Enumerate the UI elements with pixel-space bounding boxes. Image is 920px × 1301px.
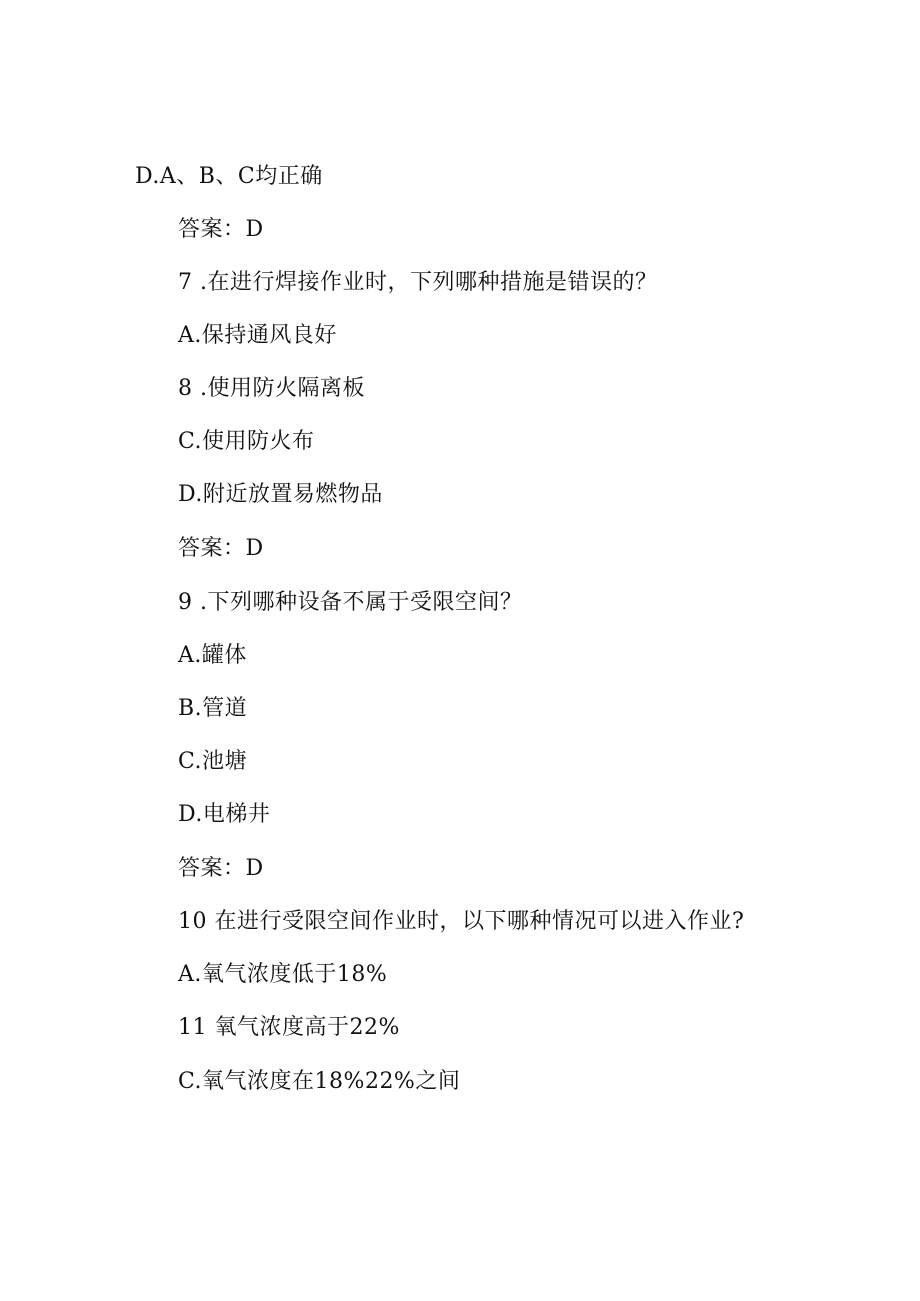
- numbered-line-11: 11 氧气浓度高于22%: [178, 1015, 400, 1040]
- option-c-line: C.使用防火布: [178, 429, 315, 454]
- option-a-line: A.罐体: [178, 643, 247, 668]
- answer-line: 答案：D: [178, 217, 264, 242]
- answer-line: 答案：D: [178, 856, 264, 881]
- question-9: 9 .下列哪种设备不属于受限空间？: [178, 590, 523, 615]
- option-a-line: A.氧气浓度低于18%: [178, 962, 388, 987]
- question-7: 7 .在进行焊接作业时，下列哪种措施是错误的？: [178, 270, 658, 295]
- option-a-line: A.保持通风良好: [178, 323, 337, 348]
- question-10: 10 在进行受限空间作业时，以下哪种情况可以进入作业?: [178, 909, 745, 934]
- option-c-line: C.池塘: [178, 749, 248, 774]
- answer-line: 答案：D: [178, 536, 264, 561]
- option-d-line: D.电梯井: [178, 802, 271, 827]
- option-c-line: C.氧气浓度在18%22%之间: [178, 1069, 461, 1094]
- option-d-line: D.A、B、C均正确: [135, 164, 323, 189]
- numbered-line-8: 8 .使用防火隔离板: [178, 376, 365, 401]
- option-d-line: D.附近放置易燃物品: [178, 482, 383, 507]
- option-b-line: B.管道: [178, 696, 248, 721]
